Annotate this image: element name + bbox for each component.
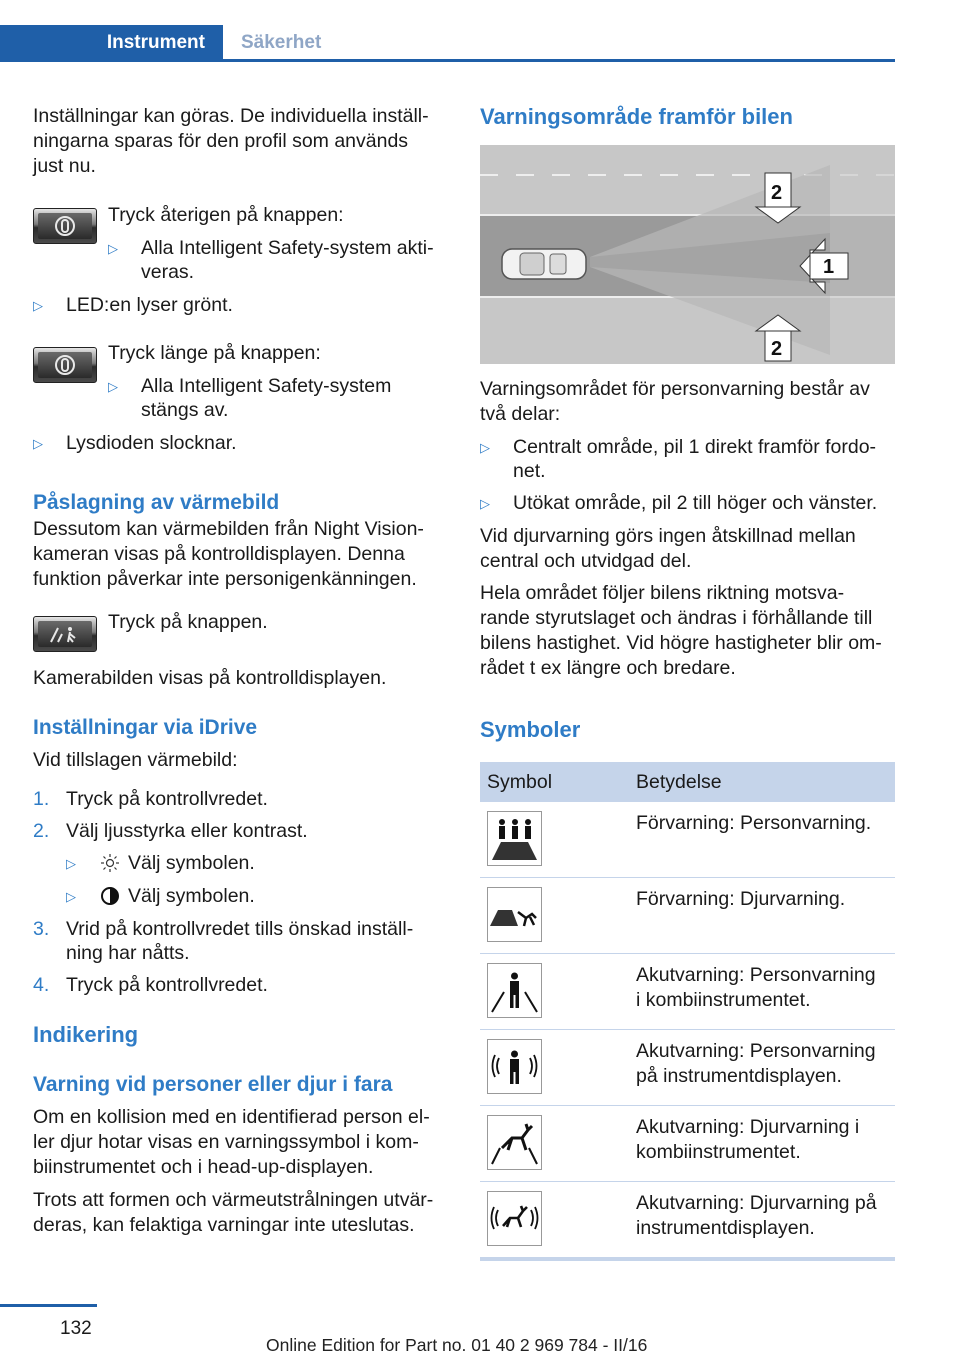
table-row bbox=[480, 802, 895, 878]
text-line: stängs av. bbox=[141, 399, 229, 421]
text-line: Akutvarning: Personvarning bbox=[636, 964, 876, 986]
text-line: Dessutom kan värmebilden från Night Vision- bbox=[33, 518, 424, 540]
meaning-text bbox=[636, 1191, 891, 1241]
step-text: Tryck på kontrollvredet. bbox=[66, 974, 268, 996]
table-row bbox=[480, 1030, 895, 1106]
intelligent-safety-button-icon bbox=[33, 208, 97, 244]
page-number: 132 bbox=[60, 1318, 92, 1339]
step-number: 4. bbox=[33, 974, 50, 996]
text-line: rådet t ex längre och bredare. bbox=[480, 657, 736, 679]
led-green-text: LED:en lyser grönt. bbox=[66, 294, 233, 316]
person-road-icon bbox=[487, 963, 542, 1018]
bullet-triangle-icon: ▷ bbox=[66, 889, 76, 904]
meaning-text bbox=[636, 811, 891, 836]
text-line: i kombiinstrumentet. bbox=[636, 989, 811, 1011]
column-header-symbol: Symbol bbox=[487, 771, 553, 793]
step-number: 1. bbox=[33, 788, 50, 810]
choose-symbol-text: Välj symbolen. bbox=[128, 852, 255, 874]
area-paragraph bbox=[480, 377, 895, 427]
text-line: Alla Intelligent Safety-system akti- bbox=[141, 237, 434, 259]
text-line: biinstrumentet och i head-up-displayen. bbox=[33, 1156, 374, 1178]
animal-road-icon bbox=[487, 887, 542, 942]
intro-paragraph bbox=[33, 104, 453, 179]
bullet-triangle-icon: ▷ bbox=[33, 298, 43, 313]
camera-shown-text: Kamerabilden visas på kontrolldisplayen. bbox=[33, 667, 387, 689]
edition-footnote: Online Edition for Part no. 01 40 2 969 784 - II/16 bbox=[266, 1335, 648, 1355]
heading-idrive: Inställningar via iDrive bbox=[33, 716, 258, 739]
brightness-icon bbox=[100, 853, 120, 880]
bullet-triangle-icon: ▷ bbox=[108, 241, 118, 256]
led-off-text: Lysdioden slocknar. bbox=[66, 432, 237, 454]
text-line: Varningsområdet för personvarning består av bbox=[480, 378, 870, 400]
heading-warning: Varning vid personer eller djur i fara bbox=[33, 1073, 393, 1096]
tab-instrument[interactable]: Instrument bbox=[0, 25, 223, 60]
bullet-triangle-icon: ▷ bbox=[108, 379, 118, 394]
step-text: Tryck på kontrollvredet. bbox=[66, 788, 268, 810]
heading-indication: Indikering bbox=[33, 1022, 139, 1047]
table-row bbox=[480, 1182, 895, 1258]
meaning-text bbox=[636, 963, 891, 1013]
step-number: 2. bbox=[33, 820, 50, 842]
step-text: ning har nåtts. bbox=[66, 942, 190, 964]
press-button-text: Tryck på knappen. bbox=[108, 611, 268, 633]
text-line: Utökat område, pil 2 till höger och vänster. bbox=[513, 492, 878, 514]
heading-symbols: Symboler bbox=[480, 717, 581, 742]
table-header bbox=[480, 762, 895, 802]
figure-label-2: 2 bbox=[771, 182, 783, 204]
contrast-icon bbox=[100, 886, 120, 913]
text-line: Akutvarning: Djurvarning på bbox=[636, 1192, 877, 1214]
tab-sakerhet[interactable]: Säkerhet bbox=[241, 32, 322, 53]
meaning-text bbox=[636, 1039, 891, 1089]
people-crossing-icon bbox=[487, 811, 542, 866]
deer-sound-icon bbox=[487, 1191, 542, 1246]
person-sound-icon bbox=[487, 1039, 542, 1094]
step-text: Vrid på kontrollvredet tills önskad inställ- bbox=[66, 918, 414, 940]
text-line: just nu. bbox=[33, 155, 96, 177]
figure-label-2: 2 bbox=[771, 338, 783, 360]
warning-paragraph bbox=[33, 1105, 453, 1180]
false-warning-paragraph bbox=[33, 1188, 453, 1238]
bullet-triangle-icon: ▷ bbox=[480, 440, 490, 455]
text-line: kombiinstrumentet. bbox=[636, 1141, 801, 1163]
text-line: två delar: bbox=[480, 403, 561, 425]
text-line: Förvarning: Personvarning. bbox=[636, 812, 872, 834]
text-line: Alla Intelligent Safety-system bbox=[141, 375, 392, 397]
text-line: deras, kan felaktiga varningar inte uteslutas. bbox=[33, 1214, 415, 1236]
text-line: central och utvidgad del. bbox=[480, 550, 692, 572]
deer-road-icon bbox=[487, 1115, 542, 1170]
car-icon bbox=[502, 249, 586, 279]
footer-rule bbox=[0, 1304, 97, 1307]
symbols-table bbox=[480, 762, 895, 1258]
text-line: Vid djurvarning görs ingen åtskillnad mellan bbox=[480, 525, 856, 547]
text-line: Centralt område, pil 1 direkt framför fordo- bbox=[513, 436, 877, 458]
text-line: ler djur hotar visas en varningssymbol i kom- bbox=[33, 1131, 419, 1153]
table-row bbox=[480, 878, 895, 954]
header-tabs bbox=[0, 25, 895, 62]
meaning-text bbox=[636, 1115, 891, 1165]
thermal-on-text: Vid tillslagen värmebild: bbox=[33, 749, 238, 771]
choose-symbol-text: Välj symbolen. bbox=[128, 885, 255, 907]
warning-area-figure bbox=[480, 145, 895, 364]
text-line: ningarna sparas för den profil som används bbox=[33, 130, 409, 152]
night-vision-button-icon bbox=[33, 616, 97, 652]
text-line: Om en kollision med en identifierad person el- bbox=[33, 1106, 430, 1128]
text-line: Inställningar kan göras. De individuella inställ- bbox=[33, 105, 429, 127]
follow-paragraph bbox=[480, 581, 895, 681]
text-line: funktion påverkar inte personigenkänningen. bbox=[33, 568, 417, 590]
figure-label-1: 1 bbox=[823, 256, 835, 278]
table-row bbox=[480, 954, 895, 1030]
meaning-text bbox=[636, 887, 891, 912]
text-line: rande styrutslaget och ändras i förhållande till bbox=[480, 607, 873, 629]
text-line: veras. bbox=[141, 261, 195, 283]
animal-paragraph bbox=[480, 524, 895, 574]
text-line: Trots att formen och värmeutstrålningen utvär- bbox=[33, 1189, 434, 1211]
step-number: 3. bbox=[33, 918, 50, 940]
step-text: Välj ljusstyrka eller kontrast. bbox=[66, 820, 308, 842]
intelligent-safety-button-icon bbox=[33, 347, 97, 383]
text-line: instrumentdisplayen. bbox=[636, 1217, 815, 1239]
heading-thermal: Påslagning av värmebild bbox=[33, 491, 280, 514]
bullet-triangle-icon: ▷ bbox=[33, 436, 43, 451]
text-line: Akutvarning: Personvarning bbox=[636, 1040, 876, 1062]
text-line: Akutvarning: Djurvarning i bbox=[636, 1116, 860, 1138]
text-line: bilens hastighet. Vid högre hastigheter blir om- bbox=[480, 632, 882, 654]
text-line: Förvarning: Djurvarning. bbox=[636, 888, 846, 910]
text-line: Hela området följer bilens riktning motsva- bbox=[480, 582, 845, 604]
column-header-meaning: Betydelse bbox=[636, 771, 722, 793]
thermal-paragraph bbox=[33, 517, 453, 592]
heading-warning-area: Varningsområde framför bilen bbox=[480, 104, 793, 129]
bullet-triangle-icon: ▷ bbox=[66, 856, 76, 871]
text-line: net. bbox=[513, 460, 546, 482]
press-long-text: Tryck länge på knappen: bbox=[108, 342, 321, 364]
bullet-triangle-icon: ▷ bbox=[480, 496, 490, 511]
text-line: på instrumentdisplayen. bbox=[636, 1065, 842, 1087]
press-again-text: Tryck återigen på knappen: bbox=[108, 204, 344, 226]
text-line: kameran visas på kontrolldisplayen. Denna bbox=[33, 543, 405, 565]
table-row bbox=[480, 1106, 895, 1182]
table-end-rule bbox=[480, 1257, 895, 1261]
